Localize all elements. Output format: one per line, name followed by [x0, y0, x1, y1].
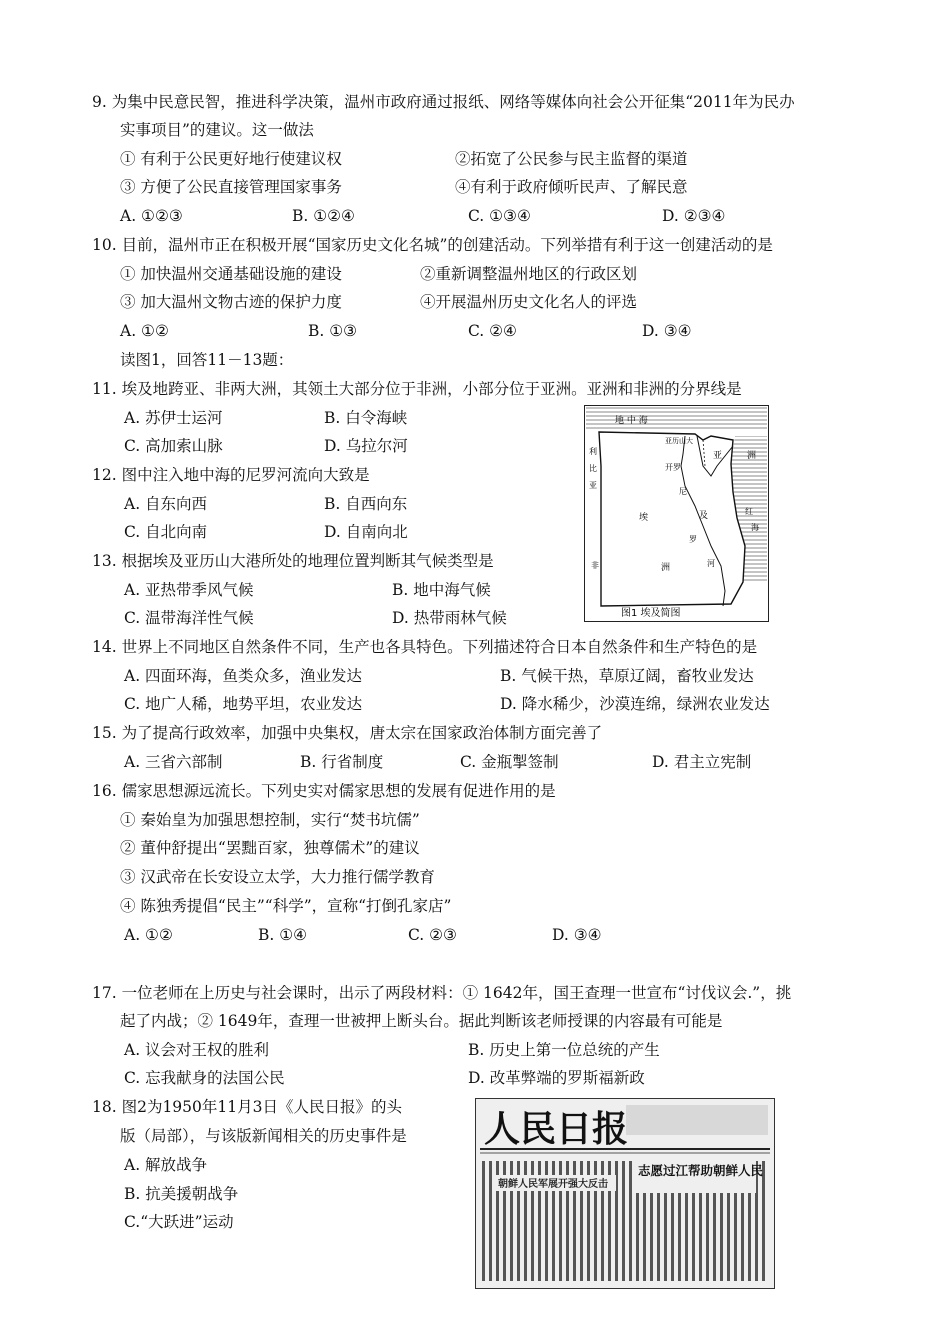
map-label-libya-3: 亚: [589, 481, 597, 490]
newspaper-headline-1: 志愿过江帮助朝鲜人民: [638, 1163, 764, 1178]
map-label-libya-1: 利: [589, 447, 597, 456]
q11-option-a[interactable]: A. 苏伊士运河: [124, 409, 223, 427]
map-label-cairo: 开罗: [665, 463, 681, 472]
egypt-map-drawing: [585, 406, 768, 621]
map-label-africa-1: 非: [591, 561, 599, 570]
map-label-alexandria: 亚历山大: [665, 437, 693, 445]
q16-option-b[interactable]: B. ①④: [258, 926, 308, 944]
q14-option-a[interactable]: A. 四面环海，鱼类众多，渔业发达: [124, 667, 363, 685]
q15-option-a[interactable]: A. 三省六部制: [124, 753, 223, 771]
q18-stem-line2: 版（局部），与该版新闻相关的历史事件是: [120, 1127, 407, 1145]
q11-stem: 11. 埃及地跨亚、非两大洲，其领土大部分位于非洲，小部分位于亚洲。亚洲和非洲的分界线是: [92, 380, 742, 398]
q9-stem-line1: 9. 为集中民意民智，推进科学决策，温州市政府通过报纸、网络等媒体向社会公开征集“2011年为民办: [92, 93, 795, 111]
q13-option-c[interactable]: C. 温带海洋性气候: [124, 609, 254, 627]
q15-option-d[interactable]: D. 君主立宪制: [652, 753, 752, 771]
q9-option-d[interactable]: D. ②③④: [662, 207, 726, 225]
q10-option-d[interactable]: D. ③④: [642, 322, 692, 340]
map-label-nile-3: 河: [707, 559, 715, 568]
q9-statement-4: ④有利于政府倾听民声、了解民意: [455, 178, 688, 196]
q18-option-b[interactable]: B. 抗美援朝战争: [124, 1185, 239, 1203]
q18-option-c[interactable]: C.“大跃进”运动: [124, 1213, 234, 1231]
q13-option-b[interactable]: B. 地中海气候: [392, 581, 491, 599]
q9-statement-1: ① 有利于公民更好地行使建议权: [120, 150, 342, 168]
q12-stem: 12. 图中注入地中海的尼罗河流向大致是: [92, 466, 370, 484]
mediterranean-sea-area: [586, 407, 767, 431]
map-label-mediterranean: 地 中 海: [615, 416, 648, 426]
q15-option-c[interactable]: C. 金瓶掣签制: [460, 753, 559, 771]
q11-option-b[interactable]: B. 白令海峡: [324, 409, 408, 427]
q9-statement-3: ③ 方便了公民直接管理国家事务: [120, 178, 342, 196]
q12-option-b[interactable]: B. 自西向东: [324, 495, 408, 513]
map-caption: 图1 埃及简图: [621, 608, 681, 619]
map-label-egypt-1: 埃: [639, 513, 649, 523]
map-label-red-sea-2: 海: [751, 523, 759, 532]
q16-statement-1: ① 秦始皇为加强思想控制，实行“焚书坑儒”: [120, 811, 420, 829]
q12-option-a[interactable]: A. 自东向西: [124, 495, 208, 513]
q9-option-c[interactable]: C. ①③④: [468, 207, 531, 225]
read-map-note: 读图1，回答11－13题：: [120, 351, 294, 369]
map-label-red-sea-1: 红: [745, 507, 753, 516]
q15-stem: 15. 为了提高行政效率，加强中央集权，唐太宗在国家政治体制方面完善了: [92, 724, 603, 742]
q17-option-d[interactable]: D. 改革弊端的罗斯福新政: [468, 1069, 645, 1087]
q16-stem: 16. 儒家思想源远流长。下列史实对儒家思想的发展有促进作用的是: [92, 782, 556, 800]
q15-option-b[interactable]: B. 行省制度: [300, 753, 384, 771]
q18-option-a[interactable]: A. 解放战争: [124, 1156, 208, 1174]
map-label-libya-2: 比: [589, 464, 597, 473]
q9-option-a[interactable]: A. ①②③: [120, 207, 183, 225]
map-label-egypt-2: 及: [699, 511, 709, 521]
map-label-africa-2: 洲: [661, 563, 671, 573]
q16-option-c[interactable]: C. ②③: [408, 926, 457, 944]
q14-option-c[interactable]: C. 地广人稀，地势平坦，农业发达: [124, 695, 363, 713]
q10-stem: 10. 目前，温州市正在积极开展“国家历史文化名城”的创建活动。下列举措有利于这一创建活动的是: [92, 236, 773, 254]
q10-statement-3: ③ 加大温州文物古迹的保护力度: [120, 293, 342, 311]
q17-option-c[interactable]: C. 忘我献身的法国公民: [124, 1069, 285, 1087]
q9-statement-2: ②拓宽了公民参与民主监督的渠道: [455, 150, 688, 168]
q11-option-d[interactable]: D. 乌拉尔河: [324, 437, 408, 455]
q10-option-a[interactable]: A. ①②: [120, 322, 169, 340]
q17-stem-line1: 17. 一位老师在上历史与社会课时，出示了两段材料：① 1642年，国王查理一世宣布“讨伐议会.”，挑: [92, 984, 792, 1002]
q16-statement-4: ④ 陈独秀提倡“民主”“科学”，宣称“打倒孔家店”: [120, 897, 452, 915]
q14-option-b[interactable]: B. 气候干热，草原辽阔，畜牧业发达: [500, 667, 754, 685]
newspaper-drawing: [476, 1099, 774, 1288]
q16-option-a[interactable]: A. ①②: [124, 926, 173, 944]
q10-option-c[interactable]: C. ②④: [468, 322, 517, 340]
q13-option-a[interactable]: A. 亚热带季风气候: [124, 581, 254, 599]
q13-option-d[interactable]: D. 热带雨林气候: [392, 609, 507, 627]
q12-option-d[interactable]: D. 自南向北: [324, 523, 408, 541]
q16-statement-3: ③ 汉武帝在长安设立太学，大力推行儒学教育: [120, 868, 435, 886]
q10-statement-1: ① 加快温州交通基础设施的建设: [120, 265, 342, 283]
map-label-asia-1: 亚: [713, 451, 723, 461]
map-label-nile-1: 尼: [679, 487, 687, 496]
q10-statement-4: ④开展温州历史文化名人的评选: [420, 293, 638, 311]
q12-option-c[interactable]: C. 自北向南: [124, 523, 208, 541]
newspaper-headline-2: 朝鲜人民军展开强大反击: [498, 1179, 608, 1190]
newspaper-side-box: [626, 1105, 768, 1135]
map-label-nile-2: 罗: [689, 535, 697, 544]
newspaper-masthead: 人民日报: [484, 1108, 629, 1150]
q17-option-b[interactable]: B. 历史上第一位总统的产生: [468, 1041, 660, 1059]
q11-option-c[interactable]: C. 高加索山脉: [124, 437, 223, 455]
egypt-map-figure: [584, 405, 769, 622]
map-label-asia-2: 洲: [747, 451, 757, 461]
q9-option-b[interactable]: B. ①②④: [292, 207, 355, 225]
q10-statement-2: ②重新调整温州地区的行政区划: [420, 265, 638, 283]
newspaper-figure: [475, 1098, 775, 1289]
q14-option-d[interactable]: D. 降水稀少，沙漠连绵，绿洲农业发达: [500, 695, 770, 713]
q18-stem-line1: 18. 图2为1950年11月3日《人民日报》的头: [92, 1098, 402, 1116]
q10-option-b[interactable]: B. ①③: [308, 322, 358, 340]
q17-option-a[interactable]: A. 议会对王权的胜利: [124, 1041, 270, 1059]
q9-stem-line2: 实事项目”的建议。这一做法: [120, 121, 314, 139]
q17-stem-line2: 起了内战；② 1649年，查理一世被押上断头台。据此判断该老师授课的内容最有可能是: [120, 1012, 723, 1030]
q16-option-d[interactable]: D. ③④: [552, 926, 602, 944]
q13-stem: 13. 根据埃及亚历山大港所处的地理位置判断其气候类型是: [92, 552, 494, 570]
q14-stem: 14. 世界上不同地区自然条件不同，生产也各具特色。下列描述符合日本自然条件和生产特色的是: [92, 638, 758, 656]
q16-statement-2: ② 董仲舒提出“罢黜百家，独尊儒术”的建议: [120, 839, 420, 857]
